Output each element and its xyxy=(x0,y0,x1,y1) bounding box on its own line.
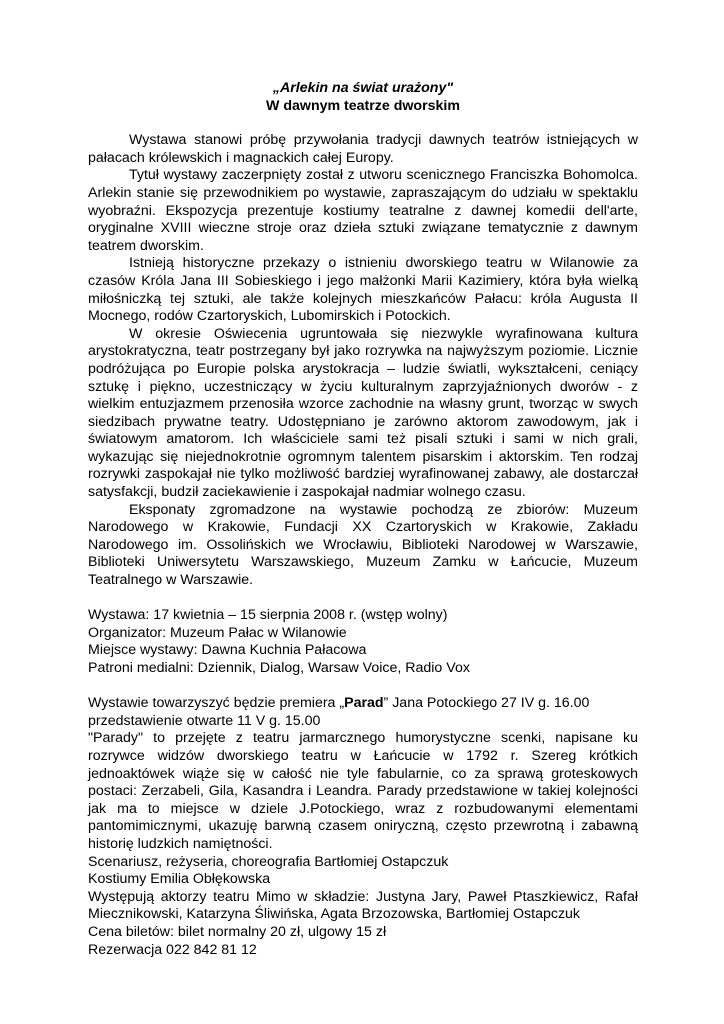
document-page xyxy=(88,80,638,959)
premiere-intro-after: ” Jana Potockiego 27 IV g. 16.00 xyxy=(383,695,590,712)
premiere-description: "Parady" to przejęte z teatru jarmarcznego humorystyczne scenki, napisane ku rozrywce widzów dworskiego teatru w Łańcucie w 1792 r. Szereg krótkich jednoaktówek wiąże się w całość nie tyle fabularnie, co za sprawą groteskowych postaci: Zerzabeli, Gila, Kasandra i Leandra. Parady przedstawione w takiej kolejności jak ma to miejsce w dziele J.Potockiego, wraz z rozbudowanymi elementami pantomimicznymi, ukazuję barwną czasem oniryczną, często przewrotną i zabawną historię ludzkich namiętności. xyxy=(88,730,638,852)
premiere-costumes: Kostiumy Emilia Obłękowska xyxy=(88,871,271,888)
paragraph-title-origin: Tytuł wystawy zaczerpnięty został z utworu scenicznego Franciszka Bohomolca. Arlekin stanie się przewodnikiem po wystawie, zapraszającym do udziału w spektaklu wyobraźni. Ekspozycja prezentuje kostiumy teatralne z dawnej komedii dell'arte, oryginalne XVIII wieczne stroje oraz dzieła sztuki związane tematycznie z dawnym teatrem dworskim. xyxy=(88,167,638,254)
paragraph-intro: Wystawa stanowi próbę przywołania tradycji dawnych teatrów istniejących w pałacach królewskich i magnackich całej Europy. xyxy=(88,132,638,166)
info-organizer: Organizator: Muzeum Pałac w Wilanowie xyxy=(88,624,347,641)
document-title xyxy=(88,80,638,98)
premiere-open-show: przedstawienie otwarte 11 V g. 15.00 xyxy=(88,712,321,729)
premiere-intro xyxy=(88,695,638,713)
title-block xyxy=(88,80,638,115)
premiere-intro-before: Wystawie towarzyszyć będzie premiera „ xyxy=(88,695,345,712)
premiere-title: Parad xyxy=(344,695,384,712)
spacer xyxy=(88,590,638,608)
paragraph-history: Istnieją historyczne przekazy o istnieniu dworskiego teatru w Wilanowie za czasów Króla Jana III Sobieskiego i jego małżonki Marii Kazimiery, która była wielką miłośniczką tej sztuki, ale także kolejnych mieszkańców Pałacu: króla Augusta II Mocnego, rodów Czartoryskich, Lubomirskich i Potockich. xyxy=(88,255,638,325)
info-patrons: Patroni medialni: Dziennik, Dialog, Warsaw Voice, Radio Vox xyxy=(88,660,470,676)
info-dates: Wystawa: 17 kwietnia – 15 sierpnia 2008 r. (wstęp wolny) xyxy=(88,607,448,624)
premiere-cast: Występują aktorzy teatru Mimo w składzie: Justyna Jary, Paweł Ptaszkiewicz, Rafał Miecznikowski, Katarzyna Śliwińska, Agata Brzozowska, Bartłomiej Ostapczuk xyxy=(88,888,638,923)
paragraph-enlightenment: W okresie Oświecenia ugruntowała się niezwykle wyrafinowana kultura arystokratyczna, teatr postrzegany był jako rozrywka na najwyższym poziomie. Licznie podróżująca po Europie polska arystokracja – ludzie światli, wykształceni, ceniący sztukę i piękno, uczestniczący w życiu kulturalnym zaprzyjaźnionych dworów - z wielkim entuzjazmem przenosiła wzorce zachodnie na własny grunt, tworząc w swych siedzibach prywatne teatry. Udostępniano je zarówno aktorom zawodowym, jak i światowym amatorom. Ich właściciele sami też pisali sztuki i sami w nich grali, wykazując się niejednokrotnie ogromnym talentem pisarskim i aktorskim. Ten rodzaj rozrywki zaspokajał nie tylko możliwość bardziej wyrafinowanej zabawy, ale dostarczał satysfakcji, budził zaciekawienie i zaspokajał nadmiar wolnego czasu. xyxy=(88,325,638,501)
info-venue: Miejsce wystawy: Dawna Kuchnia Pałacowa xyxy=(88,642,367,659)
document-subtitle: W dawnym teatrze dworskim xyxy=(266,97,460,114)
paragraph-exhibits: Eksponaty zgromadzone na wystawie pochodzą ze zbiorów: Muzeum Narodowego w Krakowie, Fundacji XX Czartoryskich w Krakowie, Zakładu Narodowego im. Ossolińskich we Wrocławiu, Biblioteki Narodowej w Warszawie, Biblioteki Uniwersytetu Warszawskiego, Muzeum Zamku w Łańcucie, Muzeum Teatralnego w Warszawie. xyxy=(88,501,638,589)
premiere-prices: Cena biletów: bilet normalny 20 zł, ulgowy 15 zł xyxy=(88,923,387,940)
premiere-reservation: Rezerwacja 022 842 81 12 xyxy=(88,941,257,958)
spacer xyxy=(88,678,638,696)
premiere-direction: Scenariusz, reżyseria, choreografia Bartłomiej Ostapczuk xyxy=(88,853,449,870)
title-italic: „Arlekin na świat urażony" xyxy=(272,80,454,96)
